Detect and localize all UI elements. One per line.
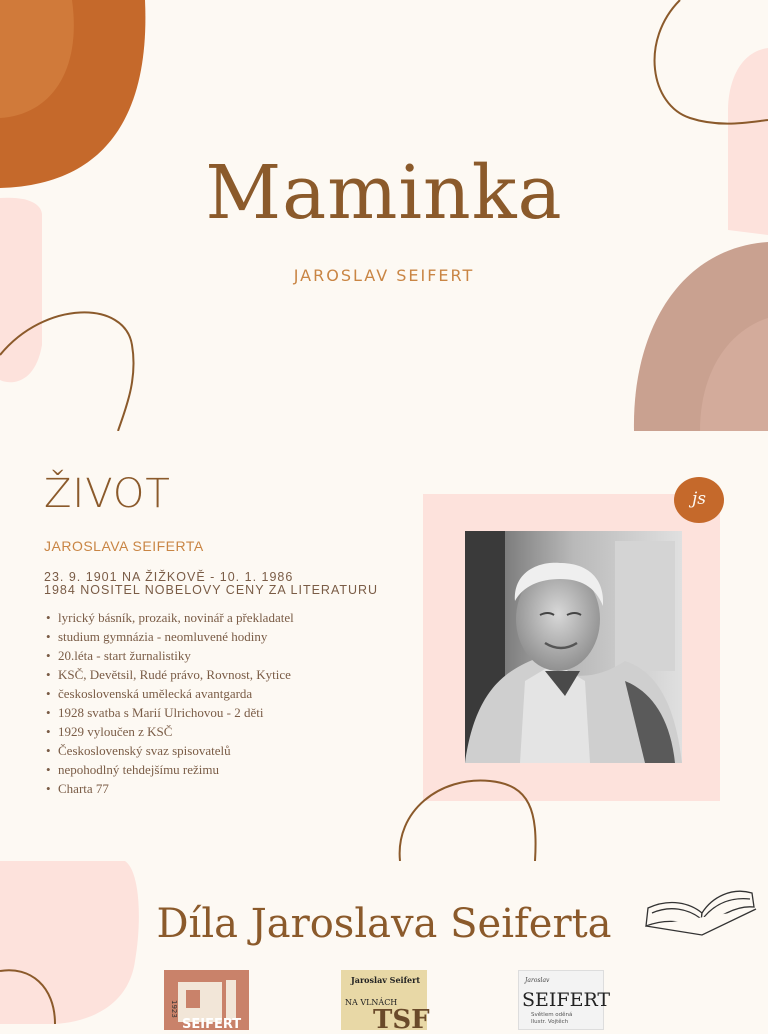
list-item: • 1929 vyloučen z KSČ [44,722,294,741]
author-subtitle: JAROSLAV SEIFERT [293,266,475,285]
list-item: • studium gymnázia - neomluvené hodiny [44,627,294,646]
cover-1-year: 1923 [170,1000,178,1018]
dates-line-2: 1984 NOSITEL NOBELOVY CENY ZA LITERATURU [44,583,379,597]
cover-3-sub1: Světlem oděná [531,1012,573,1018]
book-cover-2 [341,970,430,1034]
list-item: • lyrický básník, prozaik, novinář a překladatel [44,608,294,627]
page-title: Maminka [205,150,563,236]
cover-1-title: SEIFERT [182,1017,242,1032]
list-item: • nepohodlný tehdejšímu režimu [44,760,294,779]
cover-2-author: Jaroslav Seifert [351,975,421,985]
book-cover-2-art [341,970,430,1034]
portrait-photo [465,531,682,763]
life-heading: ŽIVOT [44,471,171,517]
list-item: • Charta 77 [44,779,294,798]
list-item: • KSČ, Devětsil, Rudé právo, Rovnost, Kytice [44,665,294,684]
list-item: • 1928 svatba s Marií Ulrichovou - 2 děti [44,703,294,722]
cover-3-name: SEIFERT [522,989,611,1011]
list-item: • Československý svaz spisovatelů [44,741,294,760]
dates-line-1: 23. 9. 1901 NA ŽIŽKOVĚ - 10. 1. 1986 [44,570,294,584]
brown-arc-bottom-shape [390,771,550,861]
book-cover-3 [518,970,611,1030]
cover-2-big-title: TSF [373,1005,430,1034]
cover-3-label: Jaroslav [525,977,550,984]
book-cover-1 [164,970,249,1030]
list-item: • československá umělecká avantgarda [44,684,294,703]
facts-list [44,608,294,798]
book-cover-3-art [519,971,611,1029]
life-slide [0,431,768,861]
title-slide [0,0,768,431]
life-dates [44,571,378,597]
cover-3-sub2: Ilustr. Vojtěch [531,1019,569,1025]
list-item: • 20.léta - start žurnalistiky [44,646,294,665]
life-name: JAROSLAVA SEIFERTA [44,538,204,554]
works-slide [0,861,768,1034]
cover-2-title: NA VLNÁCH [345,998,398,1007]
js-badge: js [674,477,724,523]
works-heading: Díla Jaroslava Seiferta [156,901,612,947]
portrait-illustration [465,531,682,763]
book-cover-1-art [164,970,249,1030]
